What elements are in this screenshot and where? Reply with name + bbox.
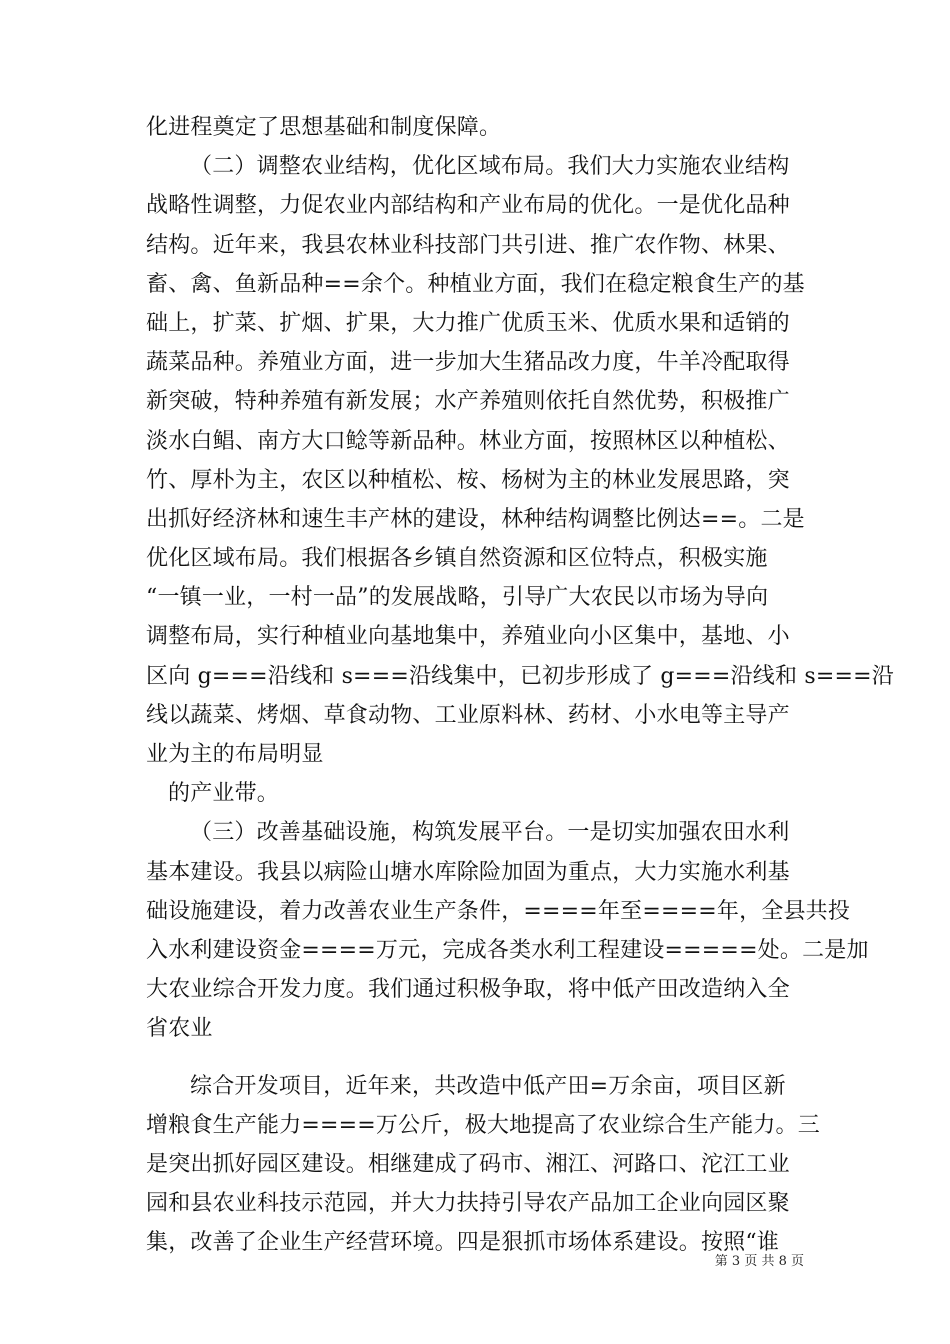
page-number: 第 3 页 共 8 页	[714, 1254, 804, 1269]
text-line: 结构。近年来，我县农林业科技部门共引进、推广农作物、林果、	[146, 232, 790, 258]
text-line: 淡水白鲳、南方大口鲶等新品种。林业方面，按照林区以种植松、	[146, 428, 790, 454]
text-line: 园和县农业科技示范园，并大力扶持引导农产品加工企业向园区聚	[146, 1191, 790, 1217]
text-line: 畜、禽、鱼新品种==余个。种植业方面，我们在稳定粮食生产的基	[146, 271, 805, 297]
text-line: 的产业带。	[168, 781, 280, 807]
text-line: 新突破，特种养殖有新发展；水产养殖则依托自然优势，积极推广	[146, 389, 790, 415]
text-line: 是突出抓好园区建设。相继建成了码市、湘江、河路口、沱江工业	[146, 1151, 790, 1177]
text-line: （三）改善基础设施，构筑发展平台。一是切实加强农田水利	[190, 820, 790, 846]
text-line: 区向 g===沿线和 s===沿线集中，已初步形成了 g===沿线和 s===沿	[146, 663, 894, 689]
text-line: “一镇一业，一村一品”的发展战略，引导广大农民以市场为导向	[146, 585, 769, 611]
text-line: 业为主的布局明显	[146, 742, 324, 767]
text-line: 化进程奠定了思想基础和制度保障。	[146, 115, 502, 140]
text-line: 战略性调整，力促农业内部结构和产业布局的优化。一是优化品种	[146, 193, 790, 219]
text-line: 集，改善了企业生产经营环境。四是狠抓市场体系建设。按照“谁	[146, 1230, 780, 1256]
text-line: 础设施建设，着力改善农业生产条件，====年至====年，全县共投	[146, 898, 851, 924]
text-line: 线以蔬菜、烤烟、草食动物、工业原料林、药材、小水电等主导产	[146, 702, 790, 728]
text-line: 大农业综合开发力度。我们通过积极争取，将中低产田改造纳入全	[146, 977, 790, 1003]
text-line: 基本建设。我县以病险山塘水库除险加固为重点，大力实施水利基	[146, 859, 790, 885]
text-line: 优化区域布局。我们根据各乡镇自然资源和区位特点，积极实施	[146, 546, 768, 572]
text-line: 综合开发项目，近年来，共改造中低产田=万余亩，项目区新	[190, 1073, 786, 1099]
text-line: 出抓好经济林和速生丰产林的建设，林种结构调整比例达==。二是	[146, 506, 805, 532]
text-line: （二）调整农业结构，优化区域布局。我们大力实施农业结构	[190, 154, 790, 180]
text-line: 省农业	[146, 1016, 213, 1042]
text-line: 竹、厚朴为主，农区以种植松、桉、杨树为主的林业发展思路，突	[146, 467, 790, 493]
document-body	[146, 108, 894, 1262]
text-line: 调整布局，实行种植业向基地集中，养殖业向小区集中，基地、小	[146, 624, 790, 650]
text-line: 础上，扩菜、扩烟、扩果，大力推广优质玉米、优质水果和适销的	[146, 310, 790, 336]
text-line: 增粮食生产能力====万公斤，极大地提高了农业综合生产能力。三	[146, 1112, 820, 1138]
text-line: 蔬菜品种。养殖业方面，进一步加大生猪品改力度，牛羊冷配取得	[146, 350, 790, 376]
text-line: 入水利建设资金====万元，完成各类水利工程建设=====处。二是加	[146, 937, 869, 963]
